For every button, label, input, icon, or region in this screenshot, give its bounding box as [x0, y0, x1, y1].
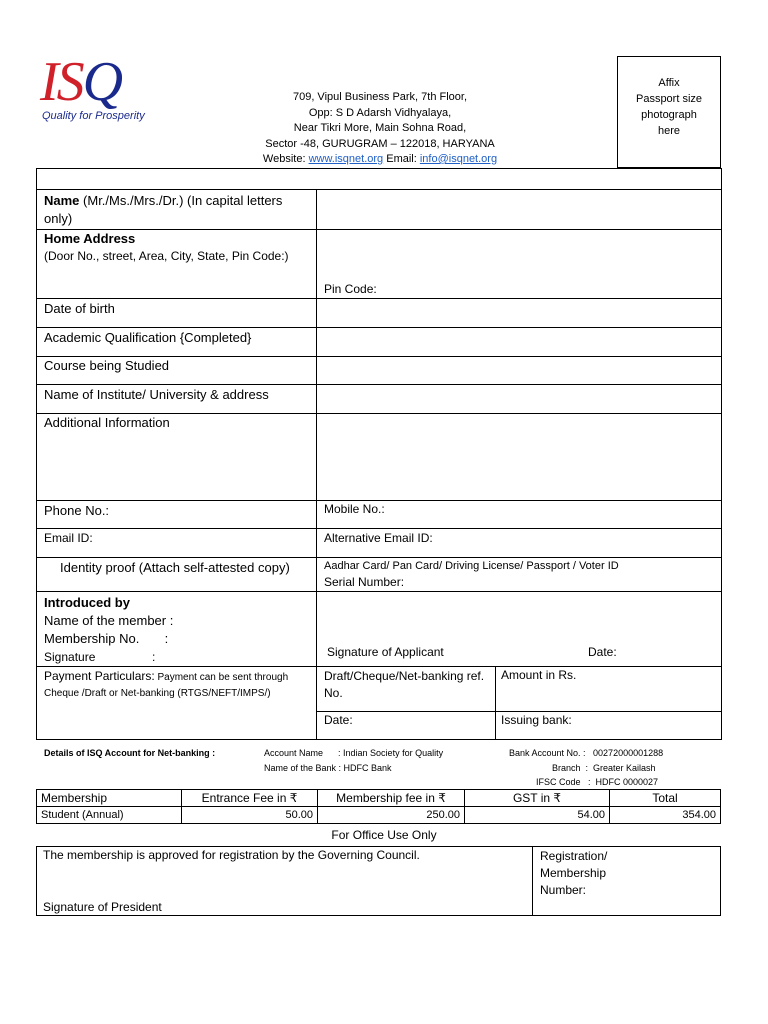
isq-logo: ISQ: [40, 51, 122, 113]
additional-info-field[interactable]: [318, 414, 720, 499]
address-line-3: Near Tikri More, Main Sohna Road,: [293, 122, 467, 134]
fee-header-row: [37, 790, 721, 807]
fee-header: GST in ₹: [465, 790, 610, 807]
fee-table: [36, 789, 721, 824]
pin-code-label[interactable]: Pin Code:: [324, 282, 377, 296]
bank-details-title: Details of ISQ Account for Net-banking :: [44, 748, 216, 758]
president-signature-label[interactable]: Signature of President: [43, 900, 162, 914]
account-number: Bank Account No. : 00272000001288: [509, 748, 664, 758]
course-label: Course being Studied: [44, 358, 170, 373]
applicant-date-label[interactable]: Date:: [588, 645, 617, 659]
membership-no-label: Membership No. :: [44, 631, 169, 646]
fee-header: Membership: [37, 790, 182, 807]
dob-label: Date of birth: [44, 301, 115, 316]
draft-ref-label[interactable]: Draft/Cheque/Net-banking ref. No.: [324, 669, 485, 700]
member-name-label: Name of the member :: [44, 613, 174, 628]
fee-cell: 54.00: [465, 807, 610, 824]
name-label: Name (Mr./Ms./Mrs./Dr.) (In capital letters only): [44, 193, 283, 226]
signature-label: Signature :: [44, 650, 156, 664]
fee-cell: 250.00: [318, 807, 465, 824]
fee-cell: Student (Annual): [37, 807, 182, 824]
course-field[interactable]: [318, 357, 720, 383]
logo-tagline: Quality for Prosperity: [42, 110, 145, 122]
fee-row: [37, 807, 721, 824]
amount-label[interactable]: Amount in Rs.: [501, 668, 577, 682]
email-link[interactable]: info@isqnet.org: [419, 153, 498, 165]
academic-field[interactable]: [318, 328, 720, 355]
account-name: Account Name : Indian Society for Quality: [264, 748, 444, 758]
phone-label[interactable]: Phone No.:: [44, 503, 110, 518]
fee-cell: 50.00: [182, 807, 318, 824]
website-link[interactable]: www.isqnet.org: [308, 153, 384, 165]
address-line-2: Opp: S D Adarsh Vidhyalaya,: [308, 106, 452, 119]
home-address-hint: (Door No., street, Area, City, State, Pin Code:): [44, 249, 289, 263]
office-use-title: For Office Use Only: [331, 828, 437, 842]
ifsc-code: IFSC Code : HDFC 0000027: [536, 777, 659, 787]
contact-line: Website: www.isqnet.org Email: info@isqnet.org: [262, 153, 498, 165]
identity-docs: Aadhar Card/ Pan Card/ Driving License/ Passport / Voter ID: [324, 560, 619, 572]
introduced-by-label: Introduced by Name of the member : Membership No. : Signature :: [44, 595, 174, 664]
email-label[interactable]: Email ID:: [44, 531, 93, 545]
fee-cell: 354.00: [610, 807, 721, 824]
fee-header: Total: [610, 790, 721, 807]
name-field[interactable]: [318, 190, 720, 228]
branch: Branch : Greater Kailash: [552, 763, 656, 773]
home-address-label: Home Address (Door No., street, Area, City, State, Pin Code:): [44, 231, 312, 263]
applicant-signature-label[interactable]: Signature of Applicant: [327, 645, 444, 659]
fee-header: Entrance Fee in ₹: [182, 790, 318, 807]
payment-particulars: Payment Particulars: Payment can be sent through Cheque /Draft or Net-banking (RTGS/NEFT/IMPS/): [44, 669, 289, 699]
institute-field[interactable]: [318, 385, 720, 412]
serial-number-label[interactable]: Serial Number:: [324, 575, 405, 589]
registration-number-label[interactable]: Registration/ Membership Number:: [540, 849, 608, 897]
additional-info-label: Additional Information: [44, 415, 170, 430]
identity-proof-label: Identity proof (Attach self-attested copy): [60, 560, 290, 575]
address-line-4: Sector -48, GURUGRAM – 122018, HARYANA: [265, 137, 495, 150]
address-line-1: 709, Vipul Business Park, 7th Floor,: [292, 91, 468, 103]
academic-label: Academic Qualification {Completed}: [44, 330, 252, 345]
fee-header: Membership fee in ₹: [318, 790, 465, 807]
dob-field[interactable]: [318, 299, 720, 326]
institute-label: Name of Institute/ University & address: [44, 387, 269, 402]
org-address: [200, 90, 560, 168]
bank-name: Name of the Bank : HDFC Bank: [264, 763, 392, 773]
mobile-label[interactable]: Mobile No.:: [324, 502, 385, 516]
alt-email-label[interactable]: Alternative Email ID:: [324, 531, 433, 545]
approval-text: The membership is approved for registration by the Governing Council.: [43, 848, 420, 862]
passport-photo-box[interactable]: Affix Passport size photograph here: [617, 56, 721, 168]
payment-date-label[interactable]: Date:: [324, 713, 353, 727]
issuing-bank-label[interactable]: Issuing bank:: [501, 713, 572, 727]
